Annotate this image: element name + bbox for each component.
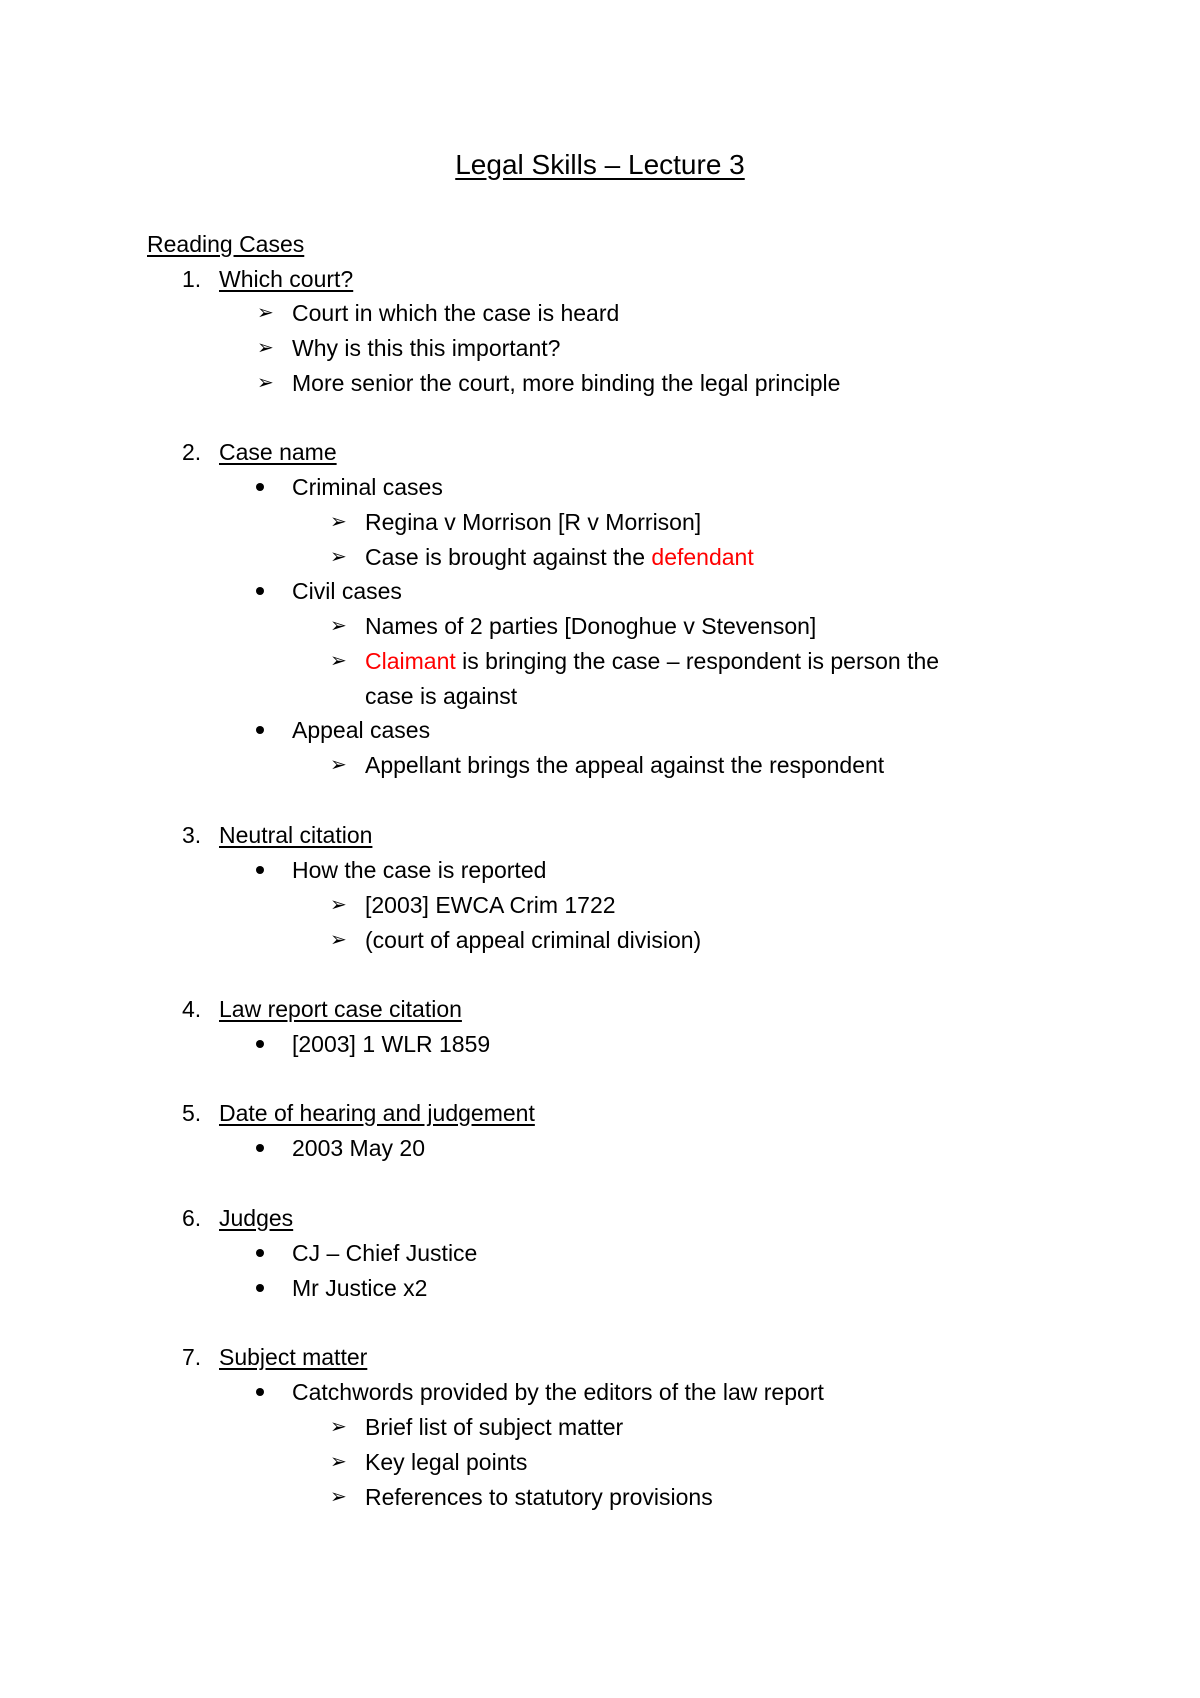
highlighted-term: defendant — [651, 544, 754, 570]
section-number: 5. — [182, 1100, 202, 1126]
bullet-dot-icon — [256, 587, 264, 595]
section-title: Case name — [219, 439, 337, 465]
bullet-dot-icon — [256, 1249, 264, 1257]
section-title: Neutral citation — [219, 822, 373, 848]
section-2-heading — [182, 437, 337, 467]
section-1-heading — [182, 264, 353, 294]
bullet-item: 2003 May 20 — [292, 1135, 425, 1161]
bullet-dot-icon — [256, 483, 264, 491]
bullet-item: How the case is reported — [292, 857, 547, 883]
bullet-item: Appeal cases — [292, 717, 431, 743]
bullet-item: CJ – Chief Justice — [292, 1240, 478, 1266]
arrow-item — [365, 542, 754, 572]
page-title — [0, 148, 1200, 182]
section-7-heading — [182, 1342, 367, 1372]
arrow-bullet-icon: ➢ — [330, 1486, 347, 1508]
section-number: 1. — [182, 266, 202, 292]
arrow-item: (court of appeal criminal division) — [365, 927, 702, 953]
section-number: 3. — [182, 822, 202, 848]
arrow-item: Names of 2 parties [Donoghue v Stevenson] — [365, 613, 817, 639]
highlighted-term: Claimant — [365, 648, 456, 674]
arrow-bullet-icon: ➢ — [330, 650, 347, 672]
bullet-dot-icon — [256, 866, 264, 874]
bullet-dot-icon — [256, 1144, 264, 1152]
arrow-item: Why is this this important? — [292, 335, 561, 361]
arrow-item: Appellant brings the appeal against the respondent — [365, 752, 885, 778]
arrow-bullet-icon: ➢ — [257, 302, 274, 324]
arrow-bullet-icon: ➢ — [330, 546, 347, 568]
section-4-heading — [182, 994, 462, 1024]
arrow-bullet-icon: ➢ — [257, 372, 274, 394]
arrow-item-text: Case is brought against the — [365, 544, 652, 570]
bullet-item: Mr Justice x2 — [292, 1275, 428, 1301]
section-number: 2. — [182, 439, 202, 465]
section-title: Which court? — [219, 266, 354, 292]
arrow-item: [2003] EWCA Crim 1722 — [365, 892, 616, 918]
arrow-bullet-icon: ➢ — [330, 511, 347, 533]
bullet-item: Catchwords provided by the editors of the law report — [292, 1379, 824, 1405]
section-5-heading — [182, 1098, 535, 1128]
section-number: 7. — [182, 1344, 202, 1370]
arrow-bullet-icon: ➢ — [330, 1451, 347, 1473]
section-title: Subject matter — [219, 1344, 368, 1370]
arrow-bullet-icon: ➢ — [330, 929, 347, 951]
section-title: Date of hearing and judgement — [219, 1100, 535, 1126]
arrow-item: Court in which the case is heard — [292, 300, 620, 326]
section-6-heading — [182, 1203, 293, 1233]
section-heading: Reading Cases — [147, 231, 305, 257]
arrow-item: More senior the court, more binding the legal principle — [292, 370, 841, 396]
bullet-dot-icon — [256, 726, 264, 734]
section-3-heading — [182, 820, 372, 850]
arrow-item: Regina v Morrison [R v Morrison] — [365, 509, 702, 535]
section-title: Law report case citation — [219, 996, 462, 1022]
bullet-dot-icon — [256, 1284, 264, 1292]
arrow-item: Key legal points — [365, 1449, 528, 1475]
bullet-dot-icon — [256, 1388, 264, 1396]
arrow-item-text: is bringing the case – respondent is person the — [455, 648, 940, 674]
section-number: 4. — [182, 996, 202, 1022]
bullet-item: [2003] 1 WLR 1859 — [292, 1031, 491, 1057]
arrow-bullet-icon: ➢ — [330, 894, 347, 916]
arrow-item: References to statutory provisions — [365, 1484, 713, 1510]
bullet-item: Criminal cases — [292, 474, 443, 500]
bullet-item: Civil cases — [292, 578, 402, 604]
page-title-text: Legal Skills – Lecture 3 — [455, 149, 745, 180]
arrow-bullet-icon: ➢ — [330, 1416, 347, 1438]
arrow-bullet-icon: ➢ — [257, 337, 274, 359]
arrow-item-continuation: case is against — [365, 683, 518, 709]
arrow-bullet-icon: ➢ — [330, 754, 347, 776]
arrow-item — [365, 646, 939, 676]
section-title: Judges — [219, 1205, 294, 1231]
arrow-item: Brief list of subject matter — [365, 1414, 624, 1440]
section-number: 6. — [182, 1205, 202, 1231]
arrow-bullet-icon: ➢ — [330, 615, 347, 637]
bullet-dot-icon — [256, 1040, 264, 1048]
